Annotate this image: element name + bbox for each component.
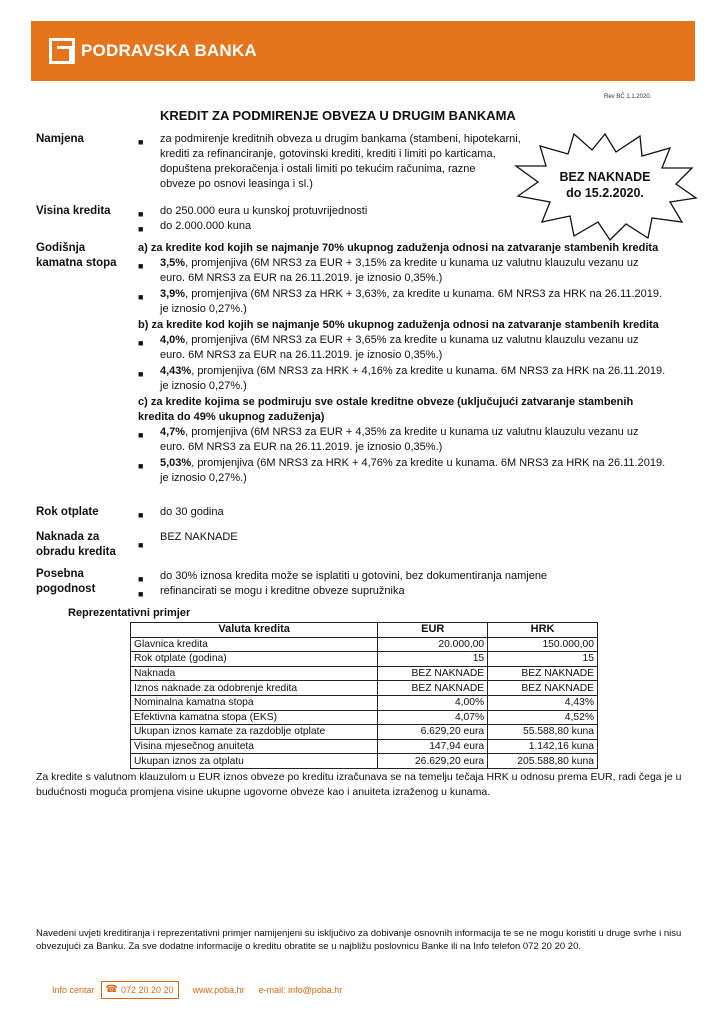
kamata-b2-line-2: je iznosio 0,27%.) — [160, 380, 247, 392]
label-namjena: Namjena — [36, 133, 84, 145]
table-row — [131, 637, 598, 652]
kamata-a1-text: , promjenjiva (6M NRS3 za EUR + 3,15% za kredite u kunama uz valutnu klauzulu vezanu uz — [185, 257, 639, 269]
table-row — [131, 666, 598, 681]
namjena-line-3: dopuštena prekoračenja i ostali limiti po tekućim računima, razne — [160, 163, 476, 175]
rate-b2: 4,43% — [160, 365, 192, 377]
kamata-b2-text: , promjenjiva (6M NRS3 za HRK + 4,16% za kredite u kunama. 6M NRS3 za HRK na 26.11.2019. — [191, 365, 666, 377]
phone-icon: ☎ — [105, 984, 118, 995]
kamata-c1-line-2: euro. 6M NRS3 za EUR na 26.11.2019. je iznosio 0,35%.) — [160, 441, 443, 453]
badge-line-1: BEZ NAKNADE — [559, 170, 651, 184]
bullet-icon: ■ — [138, 574, 144, 584]
kamata-c2-line-2: je iznosio 0,27%.) — [160, 472, 247, 484]
namjena-line-2: krediti za refinanciranje, gotovinski krediti, krediti i limiti po karticama, — [160, 148, 496, 160]
rate-a1: 3,5% — [160, 257, 186, 269]
badge-line-2: do 15.2.2020. — [566, 186, 644, 200]
disclaimer-text: Navedeni uvjeti kreditiranja i reprezentativni primjer namijenjeni su isključivo za dobivanje osnovnih informacija te se ne mogu koristiti u druge svrhe i nisu obvezujući za Banku. Za sve dodatne informacije o kreditu obratite se u najbližu poslovnicu Banke ili na Info telefon 072 20 20 20. — [36, 928, 682, 952]
rate-b1: 4,0% — [160, 334, 186, 346]
kamata-b-heading: b) za kredite kod kojih se najmanje 50% ukupnog zaduženja odnosi na zatvaranje stambenih kredita — [138, 319, 659, 331]
footer-email-link[interactable]: e-mail: info@poba.hr — [258, 985, 343, 995]
row-label: Visina mjesečnog anuiteta — [131, 739, 378, 754]
row-eur: 147,94 eura — [378, 739, 488, 754]
promo-badge-text — [512, 169, 698, 201]
row-hrk: 1.142,16 kuna — [488, 739, 598, 754]
table-row — [131, 754, 598, 769]
table-row — [131, 725, 598, 740]
kamata-a2-line-1 — [160, 287, 662, 302]
naknada-value: BEZ NAKNADE — [160, 531, 238, 543]
row-eur: 26.629,20 eura — [378, 754, 488, 769]
bullet-icon: ■ — [138, 540, 144, 550]
row-label: Nominalna kamatna stopa — [131, 695, 378, 710]
bullet-icon: ■ — [138, 369, 144, 379]
rate-c2: 5,03% — [160, 457, 192, 469]
kamata-a1-line-1 — [160, 256, 638, 271]
row-label: Iznos naknade za odobrenje kredita — [131, 681, 378, 696]
kamata-a-heading: a) za kredite kod kojih se najmanje 70% ukupnog zaduženja odnosi na zatvaranje stambenih kredita — [138, 242, 659, 254]
kamata-b1-line-2: euro. 6M NRS3 za EUR na 26.11.2019. je iznosio 0,35%.) — [160, 349, 443, 361]
label-kamatna-stopa: kamatna stopa — [36, 257, 117, 269]
bullet-icon: ■ — [138, 589, 144, 599]
bullet-icon: ■ — [138, 338, 144, 348]
kamata-c1-line-1 — [160, 425, 638, 440]
label-visina-kredita: Visina kredita — [36, 205, 111, 217]
label-posebna: Posebna — [36, 568, 84, 580]
row-hrk: 4,52% — [488, 710, 598, 725]
namjena-line-1: za podmirenje kreditnih obveza u drugim bankama (stambeni, hipotekarni, — [160, 133, 521, 145]
kamata-c-heading-1: c) za kredite kojima se podmiruju sve ostale kreditne obveze (uključujući zatvaranje stambenih — [138, 396, 634, 408]
pogodnost-item-2: refinancirati se mogu i kreditne obveze supružnika — [160, 585, 405, 597]
rep-example-title: Reprezentativni primjer — [68, 607, 191, 619]
bullet-icon: ■ — [138, 292, 144, 302]
footer-info-label: Info centar — [52, 985, 95, 995]
row-label: Ukupan iznos za otplatu — [131, 754, 378, 769]
table-row — [131, 681, 598, 696]
logo-mark-icon — [49, 38, 75, 64]
bullet-icon: ■ — [138, 137, 144, 147]
label-rok-otplate: Rok otplate — [36, 506, 99, 518]
rep-example-table — [130, 622, 598, 769]
kamata-c2-line-1 — [160, 456, 665, 471]
header-eur: EUR — [378, 623, 488, 638]
promo-badge — [512, 132, 698, 242]
row-label: Glavnica kredita — [131, 637, 378, 652]
header-banner — [31, 21, 695, 81]
bullet-icon: ■ — [138, 261, 144, 271]
bullet-icon: ■ — [138, 510, 144, 520]
row-eur: 4,07% — [378, 710, 488, 725]
footer-phone[interactable] — [101, 981, 179, 999]
rok-value: do 30 godina — [160, 506, 224, 518]
bullet-icon: ■ — [138, 430, 144, 440]
row-label: Naknada — [131, 666, 378, 681]
row-hrk: 15 — [488, 652, 598, 667]
rate-a2: 3,9% — [160, 288, 186, 300]
header-valuta: Valuta kredita — [131, 623, 378, 638]
row-label: Ukupan iznos kamate za razdoblje otplate — [131, 725, 378, 740]
row-hrk: 4,43% — [488, 695, 598, 710]
visina-item-1: do 250.000 eura u kunskoj protuvrijednosti — [160, 205, 368, 217]
bank-name: PODRAVSKA BANKA — [81, 41, 257, 60]
row-hrk: BEZ NAKNADE — [488, 666, 598, 681]
footer-phone-number: 072 20 20 20 — [121, 985, 174, 995]
table-row — [131, 739, 598, 754]
table-row — [131, 710, 598, 725]
kamata-c1-text: , promjenjiva (6M NRS3 za EUR + 4,35% za kredite u kunama uz valutnu klauzulu vezanu uz — [185, 426, 639, 438]
row-eur: 6.629,20 eura — [378, 725, 488, 740]
kamata-b1-line-1 — [160, 333, 638, 348]
row-hrk: BEZ NAKNADE — [488, 681, 598, 696]
page-title: KREDIT ZA PODMIRENJE OBVEZA U DRUGIM BANKAMA — [160, 108, 516, 123]
row-eur: BEZ NAKNADE — [378, 666, 488, 681]
revision-label: Rev BČ 1.1.2020. — [604, 94, 652, 100]
row-eur: 20.000,00 — [378, 637, 488, 652]
row-hrk: 205.588,80 kuna — [488, 754, 598, 769]
kamata-a2-line-2: je iznosio 0,27%.) — [160, 303, 247, 315]
bullet-icon: ■ — [138, 461, 144, 471]
table-row — [131, 695, 598, 710]
kamata-b1-text: , promjenjiva (6M NRS3 za EUR + 3,65% za kredite u kunama uz valutnu klauzulu vezanu uz — [185, 334, 639, 346]
kamata-b2-line-1 — [160, 364, 665, 379]
label-obradu-kredita: obradu kredita — [36, 546, 116, 558]
rate-c1: 4,7% — [160, 426, 186, 438]
table-header-row — [131, 623, 598, 638]
row-eur: 4,00% — [378, 695, 488, 710]
table-row — [131, 652, 598, 667]
bank-logo[interactable] — [49, 35, 257, 67]
visina-item-2: do 2.000.000 kuna — [160, 220, 252, 232]
namjena-line-4: obveze po osnovi leasinga i sl.) — [160, 178, 313, 190]
row-hrk: 150.000,00 — [488, 637, 598, 652]
kamata-c2-text: , promjenjiva (6M NRS3 za HRK + 4,76% za kredite u kunama. 6M NRS3 za HRK na 26.11.2019. — [191, 457, 666, 469]
bullet-icon: ■ — [138, 209, 144, 219]
pogodnost-item-1: do 30% iznosa kredita može se isplatiti u gotovini, bez dokumentiranja namjene — [160, 570, 548, 582]
label-godisnja: Godišnja — [36, 242, 86, 254]
kamata-c-heading-2: kredita do 49% ukupnog zaduženja) — [138, 411, 325, 423]
footer-web-link[interactable]: www.poba.hr — [192, 985, 245, 995]
row-label: Efektivna kamatna stopa (EKS) — [131, 710, 378, 725]
row-eur: BEZ NAKNADE — [378, 681, 488, 696]
label-naknada-za: Naknada za — [36, 531, 100, 543]
currency-clause-note: Za kredite s valutnom klauzulom u EUR iznos obveze po kreditu izračunava se na temelju tečaja HRK u odnosu prema EUR, radi čega je u budućnosti moguća promjena visine ukupne ugovorne obveze kao i anuiteta izraženog u kunama. — [36, 771, 682, 798]
kamata-a2-text: , promjenjiva (6M NRS3 za HRK + 3,63%, za kredite u kunama. 6M NRS3 za HRK na 26.11.2019. — [185, 288, 663, 300]
label-pogodnost: pogodnost — [36, 583, 96, 595]
header-hrk: HRK — [488, 623, 598, 638]
row-label: Rok otplate (godina) — [131, 652, 378, 667]
row-eur: 15 — [378, 652, 488, 667]
footer — [52, 981, 342, 999]
kamata-a1-line-2: euro. 6M NRS3 za EUR na 26.11.2019. je iznosio 0,35%.) — [160, 272, 443, 284]
row-hrk: 55.588,80 kuna — [488, 725, 598, 740]
bullet-icon: ■ — [138, 224, 144, 234]
